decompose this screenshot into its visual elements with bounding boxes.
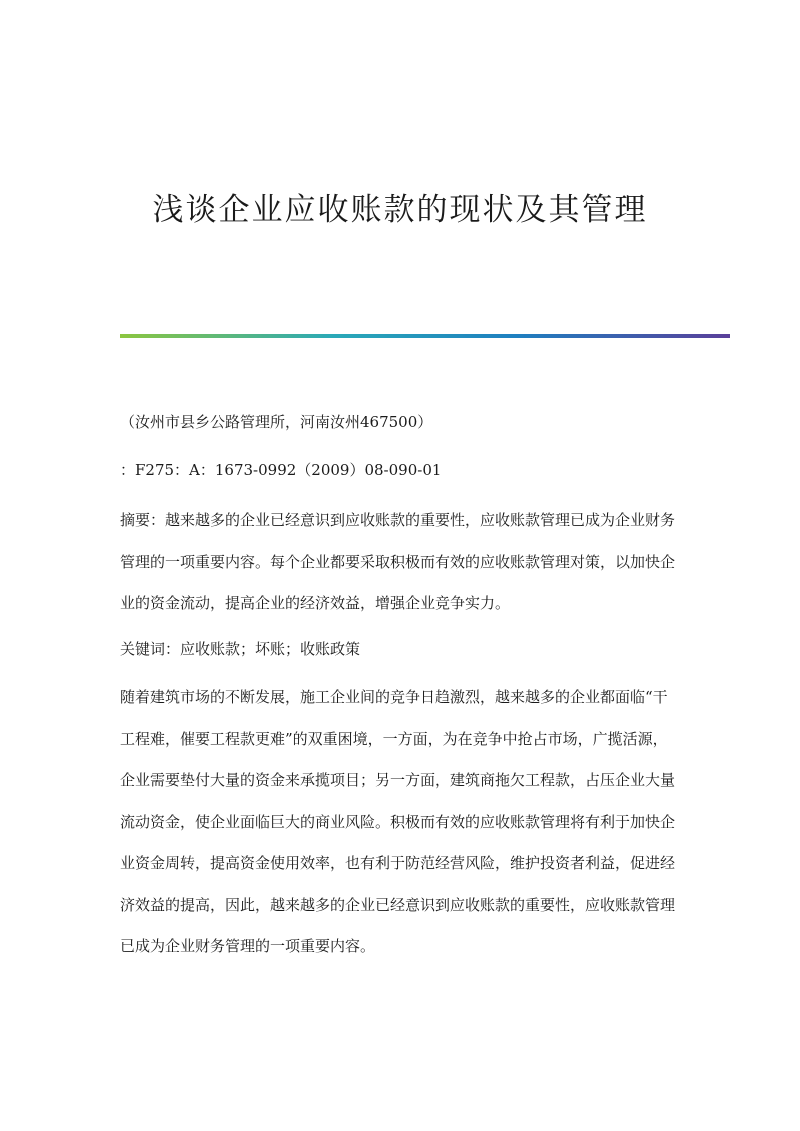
body-paragraph: 随着建筑市场的不断发展，施工企业间的竞争日趋激烈，越来越多的企业都面临“干工程难，催要工程款更难”的双重困境，一方面，为在竞争中抢占市场，广揽活源，企业需要垫付大量的资金来承揽项目；另一方面，建筑商拖欠工程款，占压企业大量流动资金，使企业面临巨大的商业风险。积极而有效的应收账款管理将有利于加快企业资金周转，提高资金使用效率，也有利于防范经营风险，维护投资者利益，促进经济效益的提高，因此，越来越多的企业已经意识到应收账款的重要性，应收账款管理已成为企业财务管理的一项重要内容。 — [120, 688, 676, 955]
classification-code: ：F275：A：1673-0992（2009）08-090-01 — [120, 461, 442, 479]
keywords-line: 关键词：应收账款；坏账；收账政策 — [120, 640, 361, 658]
abstract-paragraph: 摘要：越来越多的企业已经意识到应收账款的重要性，应收账款管理已成为企业财务管理的一项重要内容。每个企业都要采取积极而有效的应收账款管理对策，以加快企业的资金流动，提高企业的经济效益，增强企业竞争实力。 — [120, 511, 676, 612]
author-affiliation: （汝州市县乡公路管理所，河南汝州467500） — [120, 413, 433, 431]
title-divider — [120, 334, 730, 338]
document-title: 浅谈企业应收账款的现状及其管理 — [152, 192, 648, 228]
